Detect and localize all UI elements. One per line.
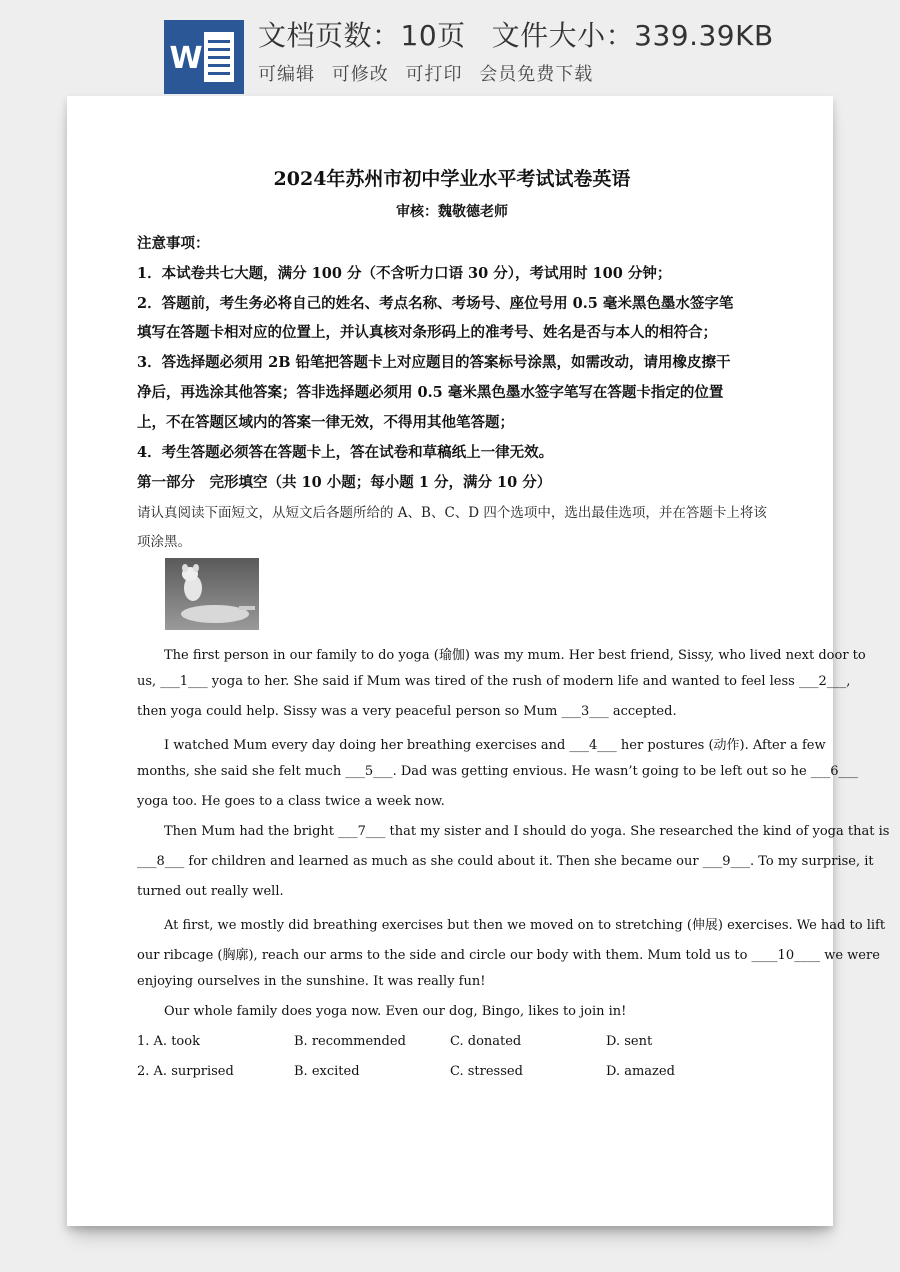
page-count: 文档页数：10页 [258,19,466,52]
passage-line: ___8___ for children and learned as much as she could about it. Then she became our ___9___. To my surprise, it [137,854,874,869]
passage-line: The first person in our family to do yoga (瑜伽) was my mum. Her best friend, Sissy, who lived next door to [164,648,866,663]
notice-line: 3．答选择题必须用 2B 铅笔把答题卡上对应题目的答案标号涂黑，如需改动，请用橡皮擦干 [137,354,731,371]
feature-printable: 可打印 [405,64,463,85]
instruction-line: 请认真阅读下面短文，从短文后各题所给的 A、B、C、D 四个选项中，选出最佳选项，并在答题卡上将该 [137,505,767,521]
feature-free-download: 会员免费下载 [479,64,594,85]
passage-line: At first, we mostly did breathing exercises but then we moved on to stretching (伸展) exercises. We had to lift [164,918,886,933]
passage-line: Then Mum had the bright ___7___ that my sister and I should do yoga. She researched the kind of yoga that is [164,824,890,839]
section-heading: 第一部分 完形填空（共 10 小题；每小题 1 分，满分 10 分） [137,474,552,491]
document-banner [0,0,900,96]
notice-line: 上，不在答题区域内的答案一律无效，不得用其他笔答题； [137,414,514,431]
passage-line: months, she said she felt much ___5___. Dad was getting envious. He wasn’t going to be left out so he ___6___ [137,764,859,779]
passage-line: us, ___1___ yoga to her. She said if Mum was tired of the rush of modern life and wanted to feel less ___2___, [137,674,851,689]
passage-line: our ribcage (胸廓), reach our arms to the side and circle our body with them. Mum told us to ____10____ we were [137,948,880,963]
passage-line: then yoga could help. Sissy was a very peaceful person so Mum ___3___ accepted. [137,704,677,719]
question-2-option-d: D. amazed [606,1064,675,1079]
question-1-option-b: B. recommended [294,1034,406,1049]
notice-line: 净后，再选涂其他答案；答非选择题必须用 0.5 毫米黑色墨水签字笔写在答题卡指定的位置 [137,384,724,401]
dog-yoga-photo [165,558,259,630]
feature-modifiable: 可修改 [331,64,389,85]
notice-line: 1．本试卷共七大题，满分 100 分（不含听力口语 30 分），考试用时 100 分钟； [137,265,672,282]
question-2-option-a: 2. A. surprised [137,1064,234,1079]
passage-line: Our whole family does yoga now. Even our dog, Bingo, likes to join in! [164,1004,627,1019]
feature-editable: 可编辑 [258,64,315,85]
word-document-icon [164,20,244,94]
question-1-option-a: 1. A. took [137,1034,200,1049]
notice-line: 4．考生答题必须答在答题卡上，答在试卷和草稿纸上一律无效。 [137,444,554,461]
notice-line: 2．答题前，考生务必将自己的姓名、考点名称、考场号、座位号用 0.5 毫米黑色墨水签字笔 [137,295,734,312]
file-size: 文件大小：339.39KB [491,19,774,52]
question-1-option-c: C. donated [450,1034,522,1049]
document-page [67,96,890,1226]
question-2-option-c: C. stressed [450,1064,523,1079]
word-letter: W [169,41,203,76]
notice-line: 填写在答题卡相对应的位置上，并认真核对条形码上的准考号、姓名是否与本人的相符合； [137,324,717,341]
question-2-option-b: B. excited [294,1064,360,1079]
passage-line: I watched Mum every day doing her breathing exercises and ___4___ her postures (动作). After a few [164,738,826,753]
passage-line: yoga too. He goes to a class twice a week now. [137,794,445,809]
passage-line: turned out really well. [137,884,284,899]
page-title: 2024年苏州市初中学业水平考试试卷英语 [273,168,631,190]
question-1-option-d: D. sent [606,1034,653,1049]
notice-heading: 注意事项： [137,235,210,252]
passage-line: enjoying ourselves in the sunshine. It was really fun! [137,974,486,989]
instruction-line: 项涂黑。 [137,534,191,550]
reviewer-line: 审核：魏敬德老师 [396,204,508,220]
